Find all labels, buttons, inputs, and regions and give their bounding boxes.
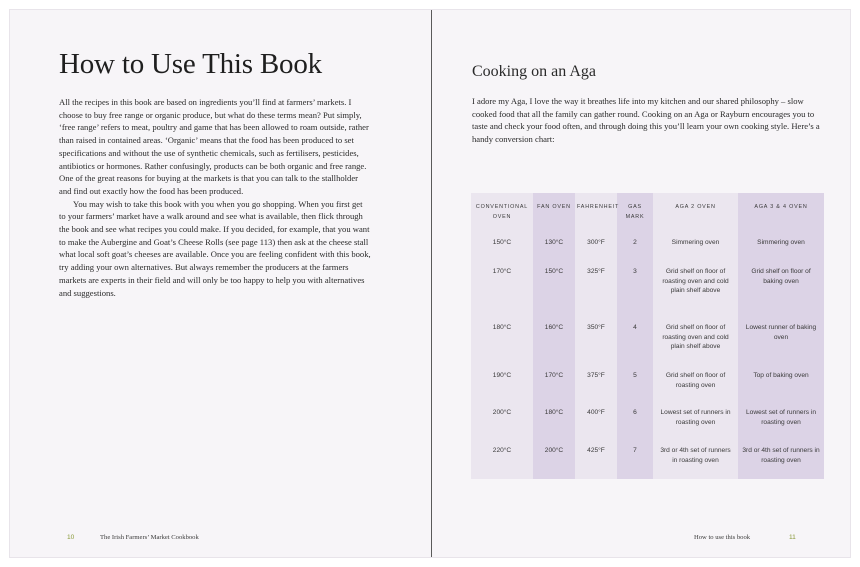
cell-gas-mark: 7 (617, 440, 653, 479)
paragraph-2: You may wish to take this book with you when you go shopping. When you first get to your farmers’ market have a walk around and see what is available, then flick through the book and see what recipes you could make. If you decided, for example, that you want to make the Aubergine and Goat’s Cheese Rolls (see page 113) then ask at the cheese stall what local soft goat’s cheeses are available. Once you are feeling confident with this book, try adding your own alternatives. But always remember the producers at the farmers markets are experts in their field and will only be too happy to help you with alternatives and suggestions. (59, 198, 371, 298)
cell-aga-3-4: Simmering oven (738, 232, 824, 261)
running-head-section: How to use this book (694, 534, 751, 541)
cell-aga-2: 3rd or 4th set of runners in roasting oven (653, 440, 738, 479)
cell-conventional: 170°C (471, 261, 533, 317)
table-row (471, 232, 824, 261)
cell-fan: 170°C (533, 365, 575, 402)
running-head-book-title: The Irish Farmers’ Market Cookbook (100, 534, 199, 541)
conversion-chart (471, 193, 824, 479)
cell-conventional: 150°C (471, 232, 533, 261)
table-row (471, 402, 824, 440)
body-text (59, 96, 371, 299)
section-title: Cooking on an Aga (472, 63, 596, 80)
left-page-number: 10 (67, 534, 75, 541)
cell-gas-mark: 3 (617, 261, 653, 317)
left-page (10, 10, 431, 557)
cell-aga-3-4: Top of baking oven (738, 365, 824, 402)
chart-header-row (471, 193, 824, 232)
cell-fahrenheit: 375°F (575, 365, 617, 402)
cell-aga-3-4: Lowest set of runners in roasting oven (738, 402, 824, 440)
cell-aga-2: Grid shelf on floor of roasting oven (653, 365, 738, 402)
table-row (471, 317, 824, 365)
paragraph-1: All the recipes in this book are based on ingredients you’ll find at farmers’ markets. I choose to buy free range or organic produce, but what do these terms mean? Put simply, ‘free range’ refers to meat, poultry and game that has been allowed to roam outside, rather than raised in contained areas. ‘Organic’ means that the food has been produced to set specifications and without the use of synthetic chemicals, such as fertilisers, pesticides, antibiotics or hormones. Rather confusingly, products can be both organic and free range. One of the great reasons for buying at the markets is that you can talk to the stallholder and find out exactly how the food has been produced. (59, 97, 369, 196)
cell-aga-3-4: Lowest runner of baking oven (738, 317, 824, 365)
header-aga-3-4-oven: AGA 3 & 4 OVEN (738, 193, 824, 232)
intro-text: I adore my Aga, I love the way it breathes life into my kitchen and our shared philosophy – slow cooked food that all the family can gather round. Cooking on an Aga or Rayburn encourages you to taste and check your food often, and through doing this you’ll learn your own cooking style. Here’s a handy conversion chart: (472, 96, 820, 145)
cell-aga-3-4: Grid shelf on floor of baking oven (738, 261, 824, 317)
cell-aga-2: Lowest set of runners in roasting oven (653, 402, 738, 440)
cell-conventional: 190°C (471, 365, 533, 402)
cell-fan: 180°C (533, 402, 575, 440)
cell-fan: 130°C (533, 232, 575, 261)
cell-conventional: 200°C (471, 402, 533, 440)
table-row (471, 440, 824, 479)
cell-fahrenheit: 400°F (575, 402, 617, 440)
cell-gas-mark: 6 (617, 402, 653, 440)
header-aga-2-oven: AGA 2 OVEN (653, 193, 738, 232)
cell-fan: 150°C (533, 261, 575, 317)
right-page (432, 10, 850, 557)
page-title: How to Use This Book (59, 48, 322, 80)
right-page-number: 11 (789, 534, 796, 541)
cell-aga-2: Grid shelf on floor of roasting oven and cold plain shelf above (653, 261, 738, 317)
cell-aga-2: Simmering oven (653, 232, 738, 261)
cell-fan: 160°C (533, 317, 575, 365)
table-row (471, 261, 824, 317)
cell-fahrenheit: 350°F (575, 317, 617, 365)
cell-conventional: 220°C (471, 440, 533, 479)
cell-fahrenheit: 300°F (575, 232, 617, 261)
cell-gas-mark: 2 (617, 232, 653, 261)
cell-gas-mark: 4 (617, 317, 653, 365)
cell-fahrenheit: 425°F (575, 440, 617, 479)
header-fan-oven: FAN OVEN (533, 193, 575, 232)
book-spread (10, 10, 850, 557)
header-gas-mark: GAS MARK (617, 193, 653, 232)
cell-fahrenheit: 325°F (575, 261, 617, 317)
table-row (471, 365, 824, 402)
header-conventional-oven: CONVENTIONAL OVEN (471, 193, 533, 232)
header-fahrenheit: FAHRENHEIT (575, 193, 617, 232)
cell-gas-mark: 5 (617, 365, 653, 402)
cell-aga-2: Grid shelf on floor of roasting oven and cold plain shelf above (653, 317, 738, 365)
cell-fan: 200°C (533, 440, 575, 479)
cell-conventional: 180°C (471, 317, 533, 365)
cell-aga-3-4: 3rd or 4th set of runners in roasting oven (738, 440, 824, 479)
